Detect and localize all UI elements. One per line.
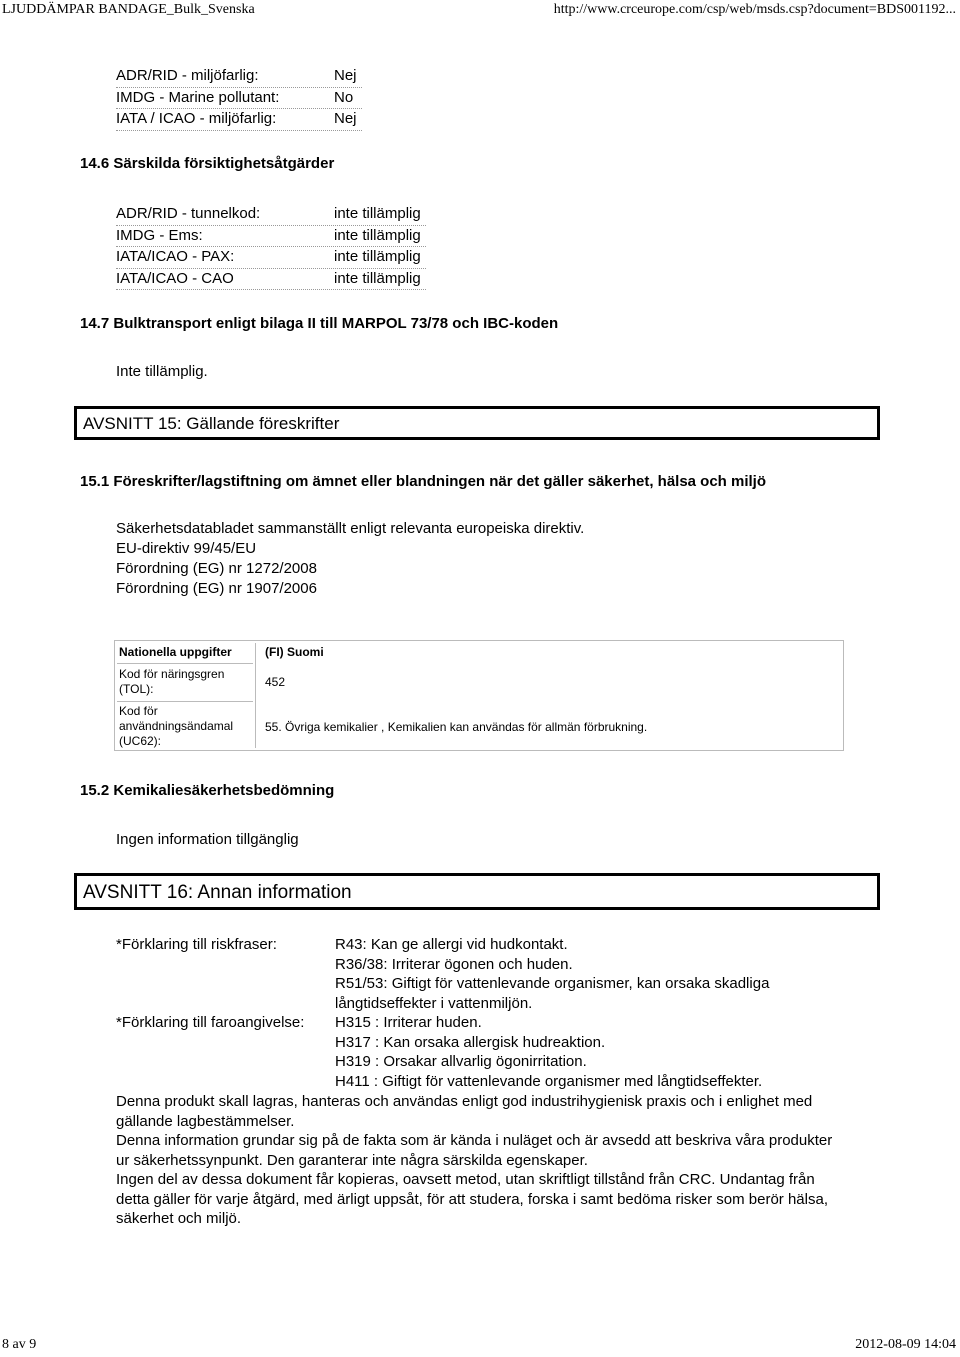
print-datetime: 2012-08-09 14:04: [855, 1337, 956, 1352]
page-number: 8 av 9: [2, 1337, 37, 1352]
row-value: Nej: [334, 110, 357, 127]
regulation-line: Förordning (EG) nr 1907/2006: [116, 580, 317, 597]
row-label: IATA/ICAO - PAX:: [116, 248, 235, 265]
table-row: [116, 226, 426, 248]
national-header-label: Nationella uppgifter: [119, 645, 232, 659]
hazard-statements-label: *Förklaring till faroangivelse:: [116, 1014, 305, 1031]
document-url: http://www.crceurope.com/csp/web/msds.csp?document=BDS001192...: [553, 2, 956, 17]
row-value: No: [334, 88, 354, 106]
regulation-line: EU-direktiv 99/45/EU: [116, 540, 257, 557]
table-row: [116, 109, 362, 131]
row-value: inte tillämplig: [334, 205, 421, 222]
national-header-value: (FI) Suomi: [265, 645, 324, 659]
section-15-2-heading: 15.2 Kemikaliesäkerhetsbedömning: [80, 782, 335, 799]
section-14-7-text: Inte tillämplig.: [116, 363, 208, 380]
hazard-statement: H319 : Orsakar allvarlig ögonirritation.: [335, 1053, 587, 1070]
precautions-table: [116, 204, 426, 290]
regulations-list: [116, 519, 584, 599]
hazard-statement: H315 : Irriterar huden.: [335, 1014, 482, 1031]
section-15-heading: AVSNITT 15: Gällande föreskrifter: [74, 406, 880, 440]
row-label: IATA / ICAO - miljöfarlig:: [116, 110, 277, 127]
row-value: inte tillämplig: [334, 248, 421, 265]
paragraph: Denna information grundar sig på de fakta som är kända i nuläget och är avsedd att beskriva våra produkter ur säkerhetssynpunkt. Den garanterar inte några särskilda egenskaper.: [116, 1132, 833, 1169]
row-label: ADR/RID - tunnelkod:: [116, 205, 261, 222]
document-title: LJUDDÄMPAR BANDAGE_Bulk_Svenska: [2, 2, 255, 17]
row-label: IATA/ICAO - CAO: [116, 269, 234, 287]
section-15-2-text: Ingen information tillgänglig: [116, 831, 299, 848]
table-row: [116, 66, 362, 88]
section-15-1-heading: 15.1 Föreskrifter/lagstiftning om ämnet eller blandningen när det gäller säkerhet, hälsa och miljö: [80, 473, 767, 490]
row-label: IMDG - Ems:: [116, 226, 203, 244]
tol-value: 452: [265, 675, 286, 689]
table-row: [116, 269, 426, 291]
paragraph: Denna produkt skall lagras, hanteras och användas enligt god industrihygienisk praxis och i enlighet med gällande lagbestämmelser.: [116, 1093, 813, 1130]
other-information-paragraphs: [116, 1092, 846, 1229]
table-row: [116, 204, 426, 226]
row-label: ADR/RID - miljöfarlig:: [116, 67, 259, 84]
hazard-statement: H411 : Giftigt för vattenlevande organismer med långtidseffekter.: [335, 1072, 763, 1090]
env-hazards-table: [116, 66, 362, 131]
risk-phrase: R36/38: Irriterar ögonen och huden.: [335, 955, 573, 973]
table-row: [116, 88, 362, 110]
uc-label: Kod för användningsändamal (UC62):: [119, 704, 234, 748]
table-row: [116, 247, 426, 269]
hazard-statements-list: [335, 1013, 855, 1091]
phrase-explanations: [116, 935, 856, 1095]
row-value: Nej: [334, 67, 357, 84]
row-value: inte tillämplig: [334, 269, 421, 287]
risk-phrase: R43: Kan ge allergi vid hudkontakt.: [335, 936, 568, 953]
uc-value: 55. Övriga kemikalier , Kemikalien kan användas för allmän förbrukning.: [265, 720, 648, 734]
risk-phrases-list: [335, 935, 855, 1013]
hazard-statement: H317 : Kan orsaka allergisk hudreaktion.: [335, 1033, 606, 1051]
regulation-line: Förordning (EG) nr 1272/2008: [116, 560, 317, 577]
risk-phrases-label: *Förklaring till riskfraser:: [116, 936, 277, 953]
risk-phrase: R51/53: Giftigt för vattenlevande organismer, kan orsaka skadliga långtidseffekter i vattenmiljön.: [335, 975, 770, 1012]
row-label: IMDG - Marine pollutant:: [116, 88, 280, 106]
paragraph: Ingen del av dessa dokument får kopieras, oavsett metod, utan skriftligt tillstånd från CRC. Undantag från detta gäller för varje åtgärd, med ärligt uppsåt, för att studera, forska i samt bedöma risker som berör hälsa, säkerhet och miljö.: [116, 1171, 828, 1227]
tol-label: Kod för näringsgren (TOL):: [119, 667, 225, 696]
section-14-6-heading: 14.6 Särskilda försiktighetsåtgärder: [80, 155, 335, 172]
regulation-line: Säkerhetsdatabladet sammanställt enligt relevanta europeiska direktiv.: [116, 520, 585, 537]
national-info-table: [114, 640, 844, 751]
section-14-7-heading: 14.7 Bulktransport enligt bilaga II till MARPOL 73/78 och IBC-koden: [80, 315, 559, 332]
row-value: inte tillämplig: [334, 226, 421, 244]
section-16-heading: AVSNITT 16: Annan information: [74, 873, 880, 910]
